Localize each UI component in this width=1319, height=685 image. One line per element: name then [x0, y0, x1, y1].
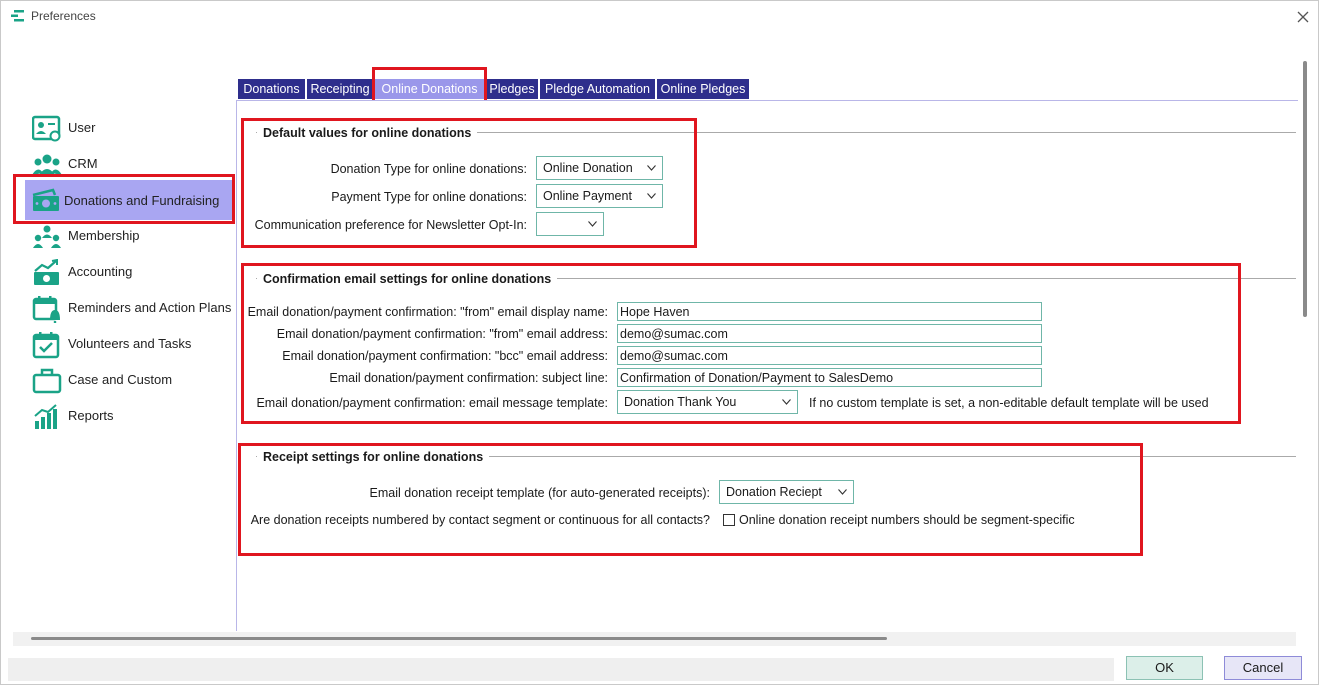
- sidebar-item-membership[interactable]: [15, 219, 234, 253]
- tab-donations[interactable]: Donations: [238, 79, 305, 99]
- receipt-numbering-label: Are donation receipts numbered by contact segment or continuous for all contacts?: [250, 513, 710, 527]
- sidebar-item-donations-and-fundraising[interactable]: [25, 180, 233, 220]
- sidebar-item-accounting[interactable]: [15, 255, 234, 289]
- calendar-bell-icon: [32, 295, 62, 323]
- vertical-scrollbar[interactable]: [1303, 61, 1307, 317]
- subject-line-label: Email donation/payment confirmation: subject line:: [329, 371, 608, 385]
- status-bar: [8, 658, 1114, 681]
- calendar-check-icon: [32, 331, 62, 359]
- sidebar-item-label: User: [68, 120, 96, 135]
- bar-chart-icon: [32, 403, 62, 431]
- from-name-label: Email donation/payment confirmation: "from" email display name:: [247, 305, 608, 319]
- membership-group-icon: [32, 223, 62, 251]
- horizontal-scrollbar-thumb[interactable]: [31, 637, 887, 640]
- chevron-down-icon: [838, 489, 847, 495]
- tab-pledge-automation[interactable]: Pledge Automation: [540, 79, 655, 99]
- window-title: Preferences: [31, 9, 96, 23]
- from-address-label: Email donation/payment confirmation: "from" email address:: [276, 327, 608, 341]
- ok-button[interactable]: OK: [1126, 656, 1203, 680]
- bcc-address-label: Email donation/payment confirmation: "bcc" email address:: [282, 349, 608, 363]
- section-title-defaults: Default values for online donations: [257, 126, 477, 140]
- money-hand-icon: [31, 187, 61, 215]
- sidebar-item-label: Reports: [68, 408, 114, 423]
- tab-pledges[interactable]: Pledges: [486, 79, 538, 99]
- title-bar: [1, 1, 1318, 32]
- section-title-receipt: Receipt settings for online donations: [257, 450, 489, 464]
- chevron-down-icon: [782, 399, 791, 405]
- bcc-address-input[interactable]: [617, 346, 1042, 365]
- from-address-input[interactable]: [617, 324, 1042, 343]
- newsletter-optin-label: Communication preference for Newsletter Opt-In:: [254, 218, 527, 232]
- sidebar-item-volunteers-and-tasks[interactable]: [15, 327, 234, 361]
- payment-type-label: Payment Type for online donations:: [331, 190, 527, 204]
- segment-specific-checkbox-label[interactable]: Online donation receipt numbers should be segment-specific: [739, 513, 1075, 527]
- category-sidebar: [1, 101, 236, 441]
- chevron-down-icon: [647, 165, 656, 171]
- accounting-chart-icon: [32, 259, 62, 287]
- sidebar-item-crm[interactable]: [15, 147, 234, 181]
- donation-type-label: Donation Type for online donations:: [330, 162, 527, 176]
- sidebar-item-case-and-custom[interactable]: [15, 363, 234, 397]
- tab-online-pledges[interactable]: Online Pledges: [657, 79, 749, 99]
- sidebar-item-label: Volunteers and Tasks: [68, 336, 192, 351]
- sidebar-item-reports[interactable]: [15, 399, 234, 433]
- receipt-template-label: Email donation receipt template (for auto-generated receipts):: [369, 486, 710, 500]
- people-group-icon: [32, 151, 62, 179]
- tab-online-donations[interactable]: Online Donations: [375, 79, 484, 99]
- receipt-template-dropdown[interactable]: [719, 480, 854, 504]
- sidebar-item-label: Donations and Fundraising: [64, 193, 220, 208]
- segment-specific-checkbox[interactable]: [723, 514, 735, 526]
- receipt-template-value: Donation Reciept: [726, 485, 822, 499]
- tab-content-panel: [236, 100, 1298, 631]
- from-name-input[interactable]: [617, 302, 1042, 321]
- tab-receipting[interactable]: Receipting: [307, 79, 373, 99]
- briefcase-icon: [32, 367, 62, 395]
- newsletter-optin-dropdown[interactable]: [536, 212, 604, 236]
- sidebar-item-label: Reminders and Action Plans: [68, 300, 232, 315]
- sidebar-item-label: Case and Custom: [68, 372, 173, 387]
- sidebar-item-label: CRM: [68, 156, 98, 171]
- message-template-dropdown[interactable]: [617, 390, 798, 414]
- close-icon[interactable]: [1291, 5, 1315, 29]
- chevron-down-icon: [588, 221, 597, 227]
- payment-type-value: Online Payment: [543, 189, 632, 203]
- donation-type-value: Online Donation: [543, 161, 633, 175]
- cancel-button[interactable]: Cancel: [1224, 656, 1302, 680]
- message-template-value: Donation Thank You: [624, 395, 737, 409]
- sidebar-item-reminders-and-action-plans[interactable]: [15, 291, 234, 325]
- donation-type-dropdown[interactable]: [536, 156, 663, 180]
- payment-type-dropdown[interactable]: [536, 184, 663, 208]
- sidebar-item-label: Accounting: [68, 264, 133, 279]
- message-template-label: Email donation/payment confirmation: email message template:: [256, 396, 608, 410]
- sidebar-item-user[interactable]: [15, 111, 234, 145]
- app-logo-icon: [11, 10, 24, 22]
- subject-line-input[interactable]: [617, 368, 1042, 387]
- template-note: If no custom template is set, a non-editable default template will be used: [809, 396, 1209, 410]
- section-title-email: Confirmation email settings for online donations: [257, 272, 557, 286]
- sidebar-item-label: Membership: [68, 228, 140, 243]
- chevron-down-icon: [647, 193, 656, 199]
- user-settings-icon: [32, 115, 62, 143]
